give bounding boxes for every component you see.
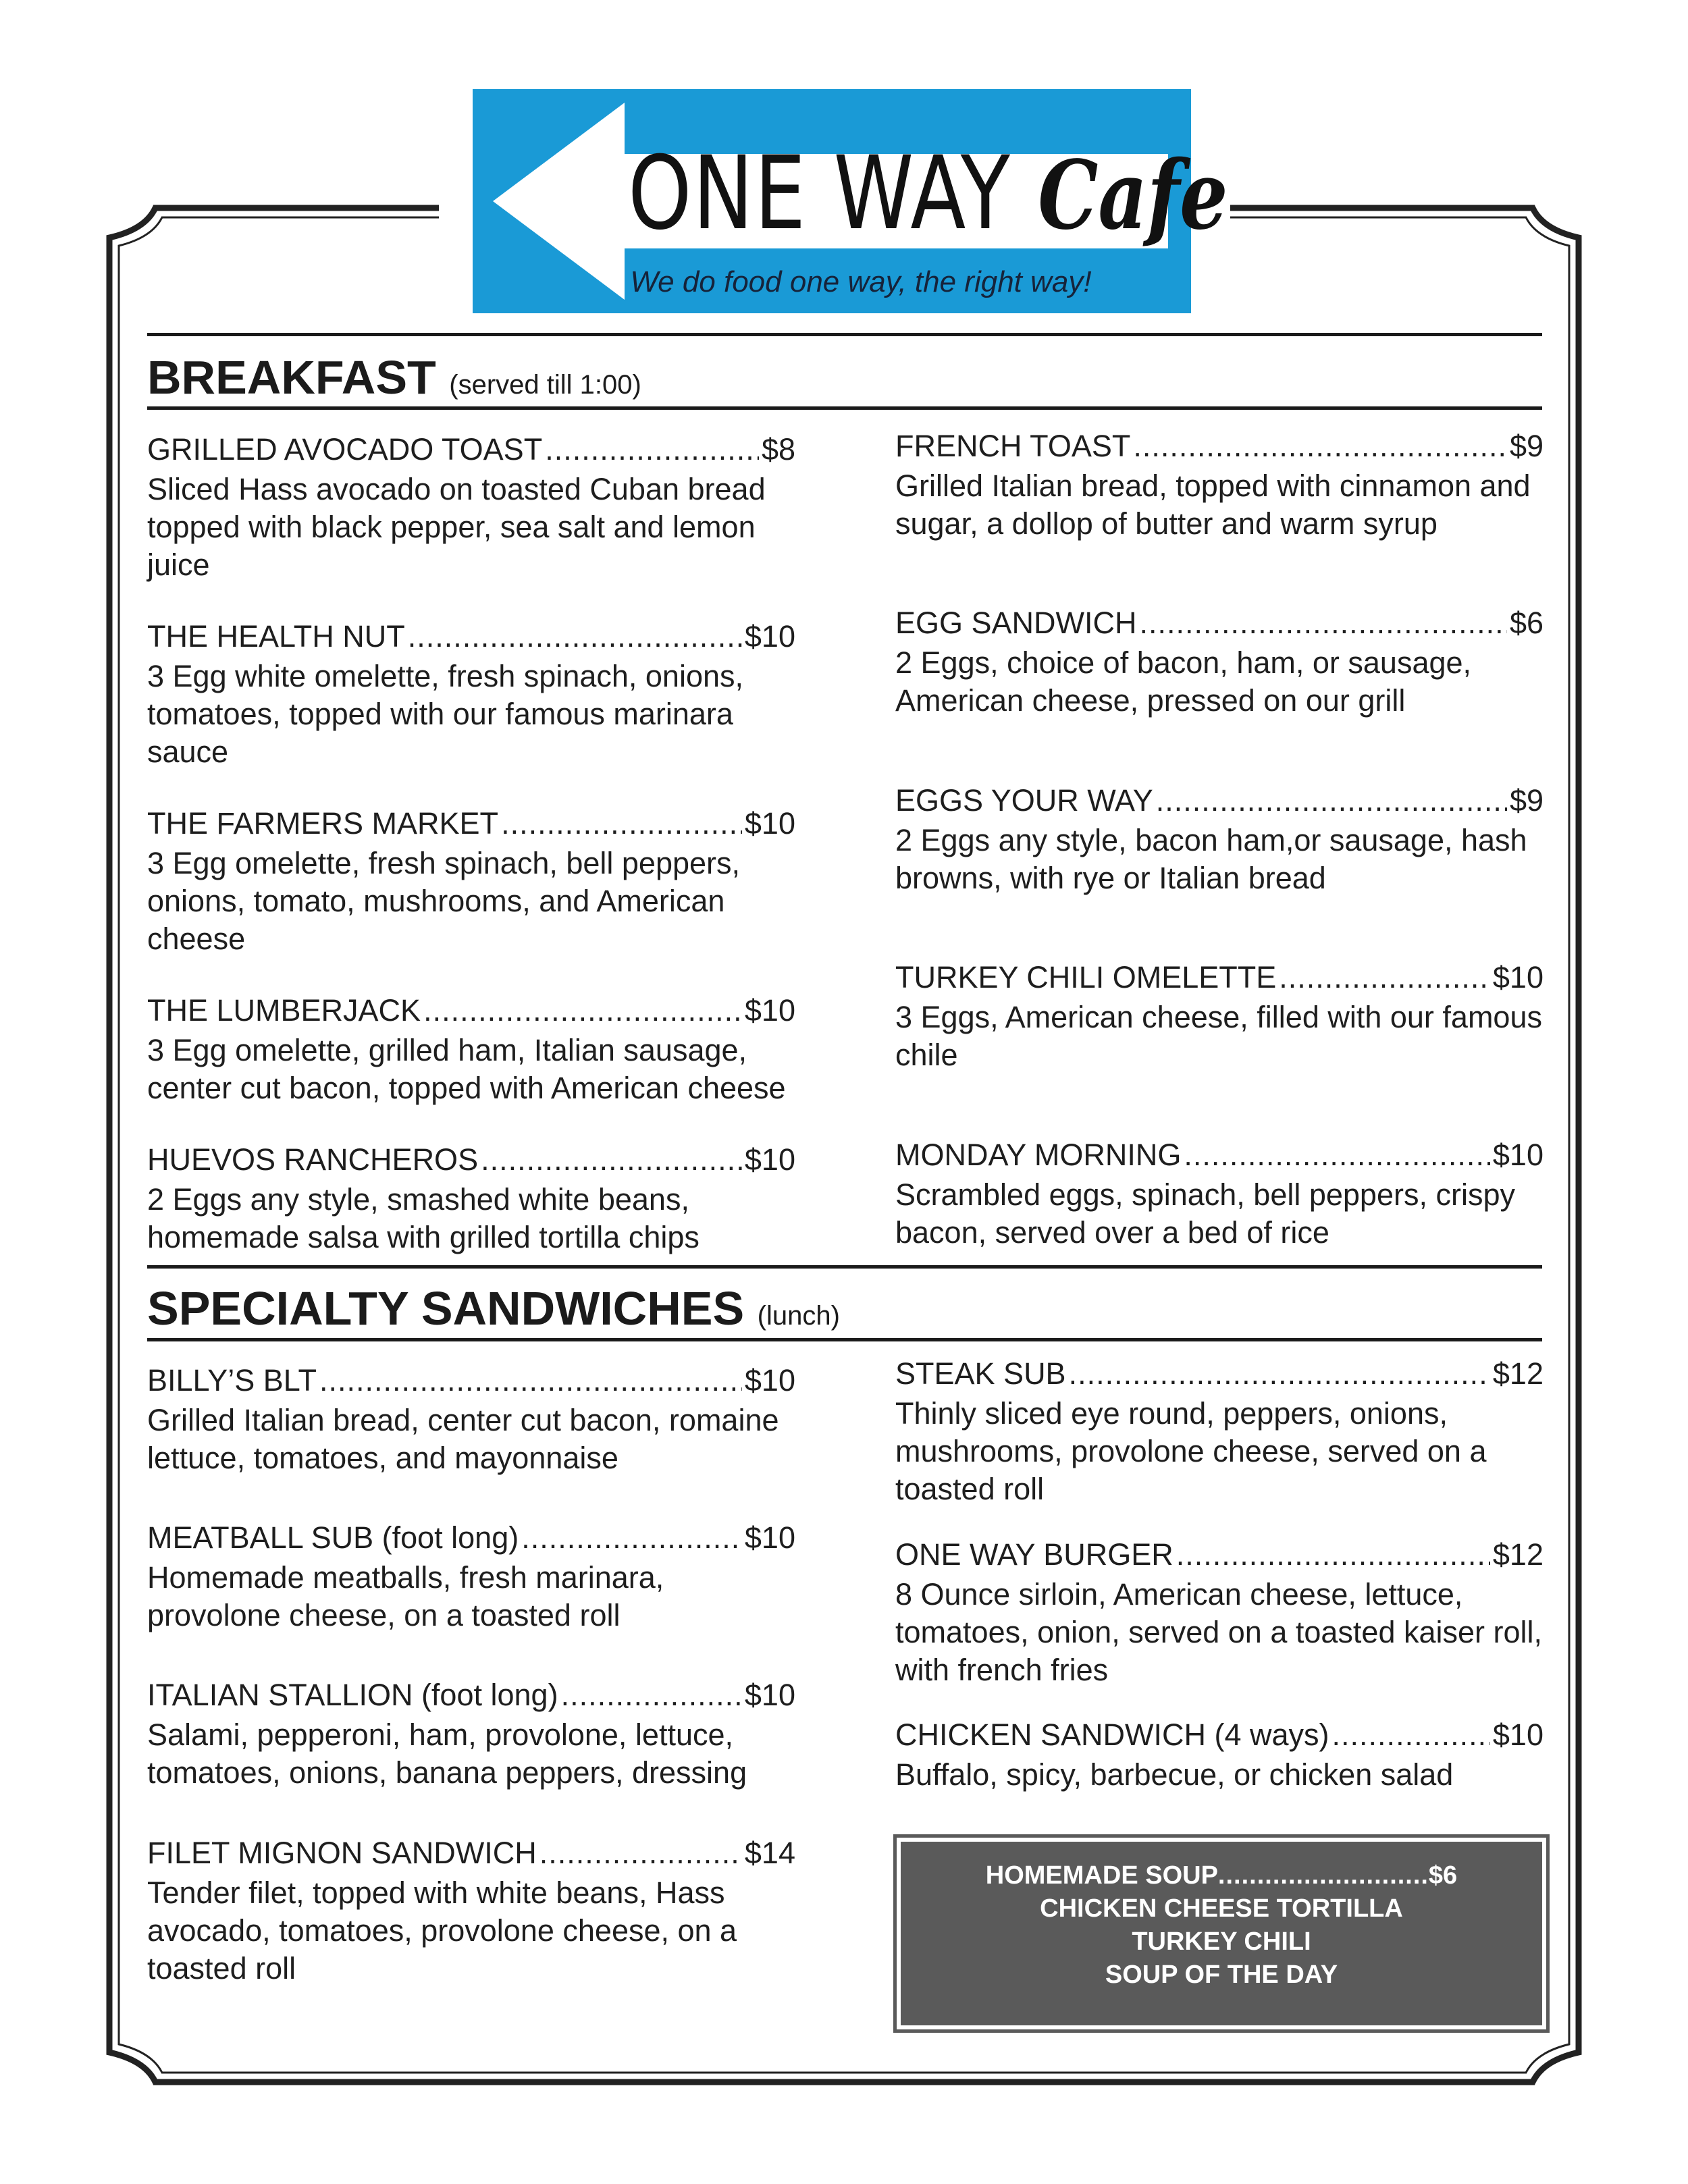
- sandwiches-top-rule: [147, 1265, 1542, 1269]
- item-price: $10: [744, 1142, 795, 1177]
- item-name: EGGS YOUR WAY: [895, 783, 1153, 818]
- item-price: $10: [1492, 1717, 1544, 1752]
- item-description: 2 Eggs, choice of bacon, ham, or sausage, American cheese, pressed on our grill: [895, 645, 1472, 718]
- item-price: $10: [744, 619, 795, 654]
- menu-item: [147, 1362, 795, 1477]
- breakfast-top-rule: [147, 333, 1542, 336]
- item-description: 3 Egg omelette, fresh spinach, bell peppers, onions, tomato, mushrooms, and American cheese: [147, 846, 741, 956]
- item-price: $12: [1492, 1537, 1544, 1572]
- item-name: MONDAY MORNING: [895, 1138, 1182, 1172]
- item-description: Grilled Italian bread, topped with cinnamon and sugar, a dollop of butter and warm syrup: [895, 469, 1531, 541]
- breakfast-heading: [147, 351, 641, 404]
- item-price: $14: [744, 1836, 795, 1870]
- menu-item: [147, 1519, 795, 1634]
- item-price: $10: [744, 806, 795, 841]
- soup-name: HOMEMADE SOUP: [985, 1861, 1218, 1890]
- sandwiches-note: (lunch): [757, 1301, 840, 1331]
- item-name: FILET MIGNON SANDWICH: [147, 1836, 537, 1870]
- item-price: $6: [1509, 606, 1544, 640]
- soup-price: $6: [1428, 1861, 1458, 1890]
- item-description: Scrambled eggs, spinach, bell peppers, crispy bacon, served over a bed of rice: [895, 1177, 1515, 1250]
- item-description: Buffalo, spicy, barbecue, or chicken salad: [895, 1757, 1454, 1792]
- menu-item: [895, 959, 1544, 1074]
- logo-one-way: ONE WAY: [628, 135, 1011, 252]
- item-price: $10: [744, 1678, 795, 1712]
- menu-item: [895, 604, 1544, 720]
- menu-item: [895, 1536, 1544, 1689]
- sandwiches-title: SPECIALTY SANDWICHES: [147, 1282, 745, 1335]
- item-description: Sliced Hass avocado on toasted Cuban bread topped with black pepper, sea salt and lemon juice: [147, 472, 766, 582]
- item-price: $10: [744, 993, 795, 1028]
- item-description: Salami, pepperoni, ham, provolone, lettuce, tomatoes, onions, banana peppers, dressing: [147, 1717, 747, 1790]
- item-description: Homemade meatballs, fresh marinara, provolone cheese, on a toasted roll: [147, 1560, 664, 1632]
- breakfast-title: BREAKFAST: [147, 351, 436, 404]
- logo-cafe: Cafe: [1038, 140, 1228, 251]
- item-name: ONE WAY BURGER: [895, 1537, 1173, 1572]
- menu-item: [895, 1355, 1544, 1508]
- logo-title: [628, 135, 1228, 252]
- item-name: HUEVOS RANCHEROS: [147, 1142, 479, 1177]
- item-price: $9: [1509, 783, 1544, 818]
- item-name: TURKEY CHILI OMELETTE: [895, 960, 1277, 994]
- item-name: EGG SANDWICH: [895, 606, 1137, 640]
- menu-item: [147, 1676, 795, 1792]
- item-name: MEATBALL SUB (foot long): [147, 1520, 519, 1555]
- item-price: $10: [744, 1520, 795, 1555]
- item-description: Thinly sliced eye round, peppers, onions, mushrooms, provolone cheese, served on a toasted roll: [895, 1396, 1487, 1506]
- item-price: $10: [1492, 960, 1544, 994]
- breakfast-note: (served till 1:00): [449, 370, 641, 400]
- item-name: THE LUMBERJACK: [147, 993, 421, 1028]
- menu-item: [895, 1716, 1544, 1794]
- menu-item: [147, 992, 795, 1107]
- menu-item: [895, 427, 1544, 543]
- item-description: Tender filet, topped with white beans, Hass avocado, tomatoes, provolone cheese, on a toasted roll: [147, 1875, 737, 1986]
- item-name: THE FARMERS MARKET: [147, 806, 499, 841]
- item-description: 3 Egg omelette, grilled ham, Italian sausage, center cut bacon, topped with American cheese: [147, 1033, 786, 1105]
- item-name: GRILLED AVOCADO TOAST: [147, 432, 543, 467]
- breakfast-bottom-rule: [147, 406, 1542, 410]
- cafe-logo: [473, 89, 1228, 313]
- menu-item: [147, 805, 795, 958]
- item-name: CHICKEN SANDWICH (4 ways): [895, 1717, 1329, 1752]
- item-price: $8: [761, 432, 795, 467]
- sandwiches-heading: [147, 1282, 840, 1335]
- menu-item: [147, 618, 795, 771]
- item-description: 2 Eggs any style, bacon ham,or sausage, hash browns, with rye or Italian bread: [895, 823, 1527, 895]
- item-name: THE HEALTH NUT: [147, 619, 405, 654]
- item-price: $10: [744, 1363, 795, 1397]
- item-description: 2 Eggs any style, smashed white beans, homemade salsa with grilled tortilla chips: [147, 1182, 700, 1254]
- soup-option: TURKEY CHILI: [1132, 1927, 1311, 1956]
- menu-item: [147, 1141, 795, 1256]
- item-description: 3 Egg white omelette, fresh spinach, onions, tomatoes, topped with our famous marinara sauce: [147, 659, 744, 769]
- item-description: Grilled Italian bread, center cut bacon, romaine lettuce, tomatoes, and mayonnaise: [147, 1403, 779, 1475]
- soup-option: SOUP OF THE DAY: [1105, 1961, 1338, 1989]
- item-name: FRENCH TOAST: [895, 429, 1131, 463]
- soup-option: CHICKEN CHEESE TORTILLA: [1040, 1894, 1403, 1923]
- item-description: 8 Ounce sirloin, American cheese, lettuce, tomatoes, onion, served on a toasted kaiser roll, with french fries: [895, 1577, 1543, 1687]
- item-name: BILLY’S BLT: [147, 1363, 317, 1397]
- item-description: 3 Eggs, American cheese, filled with our famous chile: [895, 1000, 1542, 1072]
- soup-box: [897, 1838, 1546, 2029]
- item-price: $12: [1492, 1356, 1544, 1391]
- logo-tagline: We do food one way, the right way!: [630, 265, 1092, 298]
- soup-header: [901, 1859, 1542, 1892]
- menu-item: [147, 431, 795, 584]
- sandwiches-bottom-rule: [147, 1338, 1542, 1341]
- menu-item: [895, 782, 1544, 897]
- item-price: $10: [1492, 1138, 1544, 1172]
- item-name: STEAK SUB: [895, 1356, 1066, 1391]
- item-name: ITALIAN STALLION (foot long): [147, 1678, 558, 1712]
- menu-item: [147, 1834, 795, 1988]
- menu-item: [895, 1136, 1544, 1252]
- item-price: $9: [1509, 429, 1544, 463]
